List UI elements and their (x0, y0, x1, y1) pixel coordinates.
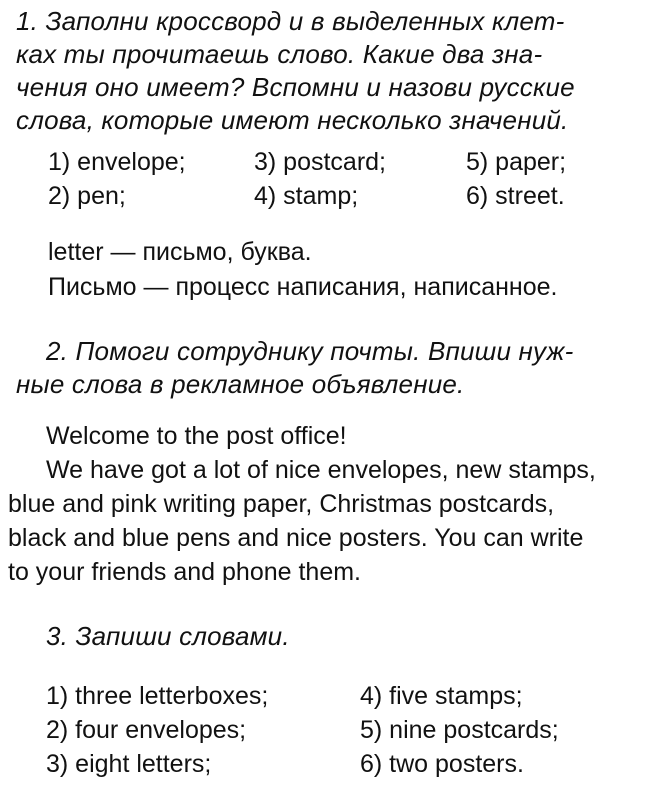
word-item: 6) street. (466, 182, 565, 210)
word-item: 5) paper; (466, 148, 567, 176)
task3-title: 3. Запиши словами. (46, 621, 290, 651)
text-line: black and blue pens and nice posters. You can write (8, 524, 584, 552)
number-item: 1) three letterboxes; (46, 682, 269, 710)
number-item: 3) eight letters; (46, 750, 212, 778)
text-line: to your friends and phone them. (8, 558, 362, 586)
text-line: Welcome to the post office! (46, 422, 347, 450)
word-item: 4) stamp; (254, 182, 359, 210)
number-item: 5) nine postcards; (360, 716, 559, 744)
word-item: 3) postcard; (254, 148, 387, 176)
answer-line: Письмо — процесс написания, написанное. (48, 273, 558, 301)
word-item: 1) envelope; (48, 148, 186, 176)
task1-line: 1. Заполни кроссворд и в выделенных клет- (16, 6, 565, 36)
answer-line: letter — письмо, буква. (48, 238, 312, 266)
text-line: blue and pink writing paper, Christmas postcards, (8, 490, 555, 518)
task1-line: слова, которые имеют несколько значений. (16, 105, 569, 135)
task2-line: ные слова в рекламное объявление. (16, 369, 465, 399)
number-item: 2) four envelopes; (46, 716, 247, 744)
number-item: 4) five stamps; (360, 682, 523, 710)
task2-line: 2. Помоги сотруднику почты. Впиши нуж- (46, 336, 574, 366)
text-line: We have got a lot of nice envelopes, new stamps, (46, 456, 596, 484)
task1-line: чения оно имеет? Вспомни и назови русские (16, 72, 575, 102)
task1-line: ках ты прочитаешь слово. Какие два зна- (16, 39, 543, 69)
number-item: 6) two posters. (360, 750, 524, 778)
word-item: 2) pen; (48, 182, 126, 210)
